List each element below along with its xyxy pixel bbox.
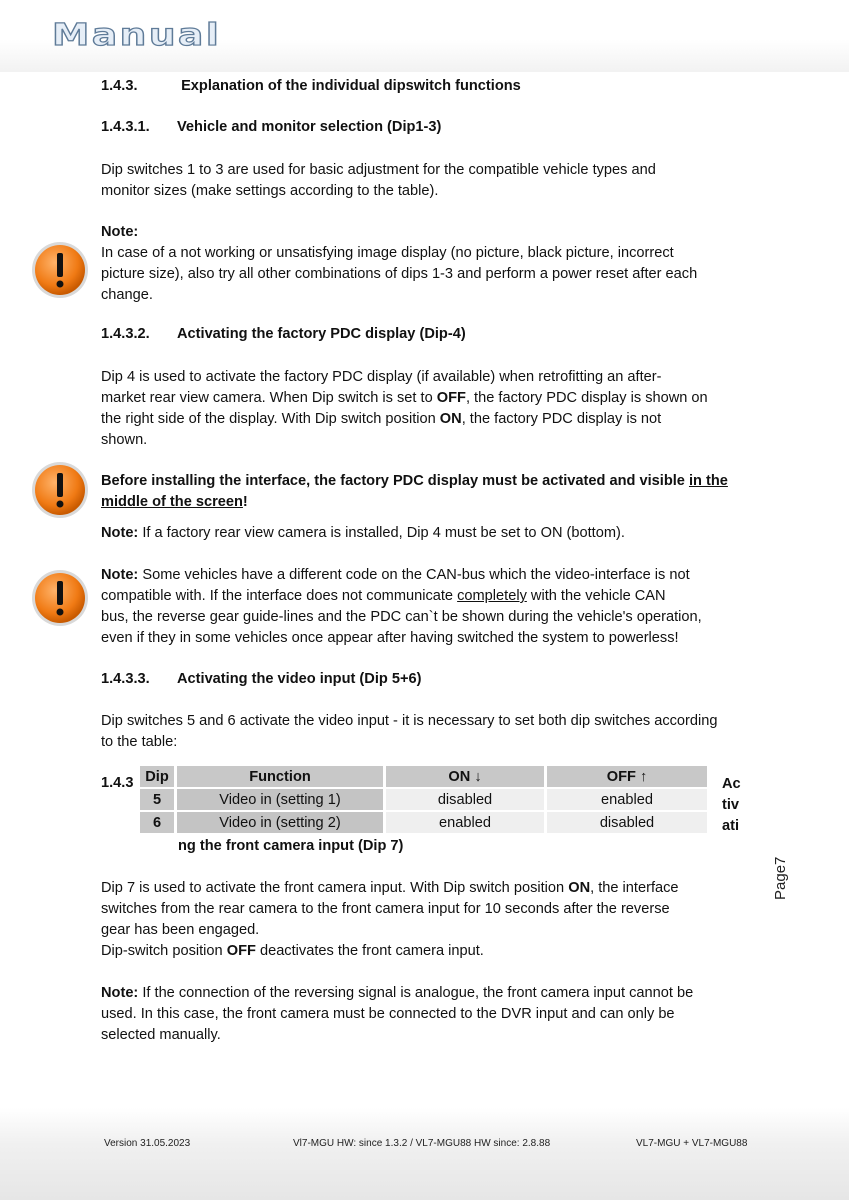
section-1-4-3-2-heading: 1.4.3.2. Activating the factory PDC display (Dip-4) [101,326,466,342]
footer-model: VL7-MGU + VL7-MGU88 [636,1138,748,1149]
header-on: ON ↓ [386,766,544,787]
section-1-4-3-4-text: Dip 7 is used to activate the front camera input. With Dip switch position ON, the interface switches from the rear camera to the front camera input for 10 seconds after the reverse gear has been engaged. Dip-switch position OFF deactivates the front camera input. [101,880,679,959]
note-2: Note: If a factory rear view camera is installed, Dip 4 must be set to ON (bottom). [101,525,625,541]
section-1-4-3-2-text: Dip 4 is used to activate the factory PDC display (if available) when retrofitting an after- market rear view camera. When Dip switch is set to OFF, the factory PDC display is shown on the right side of the display. With Dip switch position ON, the factory PDC display is not shown. [101,369,708,448]
header-function: Function [177,766,383,787]
section-1-4-3-3-heading: 1.4.3.3. Activating the video input (Dip 5+6) [101,671,422,687]
section-1-4-3-1-text: Dip switches 1 to 3 are used for basic adjustment for the compatible vehicle types and monitor sizes (make settings according to the table). [101,162,656,199]
manual-logo: Manual [52,18,222,53]
note-1: Note: In case of a not working or unsatisfying image display (no picture, black picture, incorrect picture size), also try all other combinations of dips 1-3 and perform a power reset after each change. [101,224,698,303]
table-row: 6 Video in (setting 2) enabled disabled [140,812,707,833]
page-number: Page7 [772,856,789,900]
footer-version: Version 31.05.2023 [104,1138,191,1149]
table-header-row [140,766,707,787]
table-row: 5 Video in (setting 1) disabled enabled [140,789,707,810]
header-dip: Dip [140,766,174,787]
footer-hardware: Vl7-MGU HW: since 1.3.2 / VL7-MGU88 HW since: 2.8.88 [293,1138,551,1149]
note-4: Note: If the connection of the reversing signal is analogue, the front camera input cannot be used. In this case, the front camera must be connected to the DVR input and can only be selected manually. [101,985,694,1043]
section-1-4-3-heading: 1.4.3. Explanation of the individual dipswitch functions [101,78,521,94]
pdc-warning: Before installing the interface, the factory PDC display must be activated and visible in the middle of the screen! [101,473,728,510]
section-1-4-3-4-prefix: 1.4.3 [101,775,134,791]
warning-icon [30,460,90,520]
section-1-4-3-1-heading: 1.4.3.1. Vehicle and monitor selection (Dip1-3) [101,119,442,135]
heading-fragment-below: ng the front camera input (Dip 7) [178,838,404,854]
dip-table [137,764,710,835]
section-1-4-3-3-text: Dip switches 5 and 6 activate the video input - it is necessary to set both dip switches according to the table: [101,713,718,750]
footer-band [0,1108,849,1200]
heading-fragment-right: Ac tiv ati [722,776,741,834]
warning-icon [30,240,90,300]
warning-icon [30,568,90,628]
note-3: Note: Some vehicles have a different code on the CAN-bus which the video-interface is not compatible with. If the interface does not communicate completely with the vehicle CAN bus, the reverse gear guide-lines and the PDC can`t be shown during the vehicle's operation, even if they in some vehicles once appear after having switched the system to powerless! [101,567,702,646]
header-off: OFF ↑ [547,766,707,787]
